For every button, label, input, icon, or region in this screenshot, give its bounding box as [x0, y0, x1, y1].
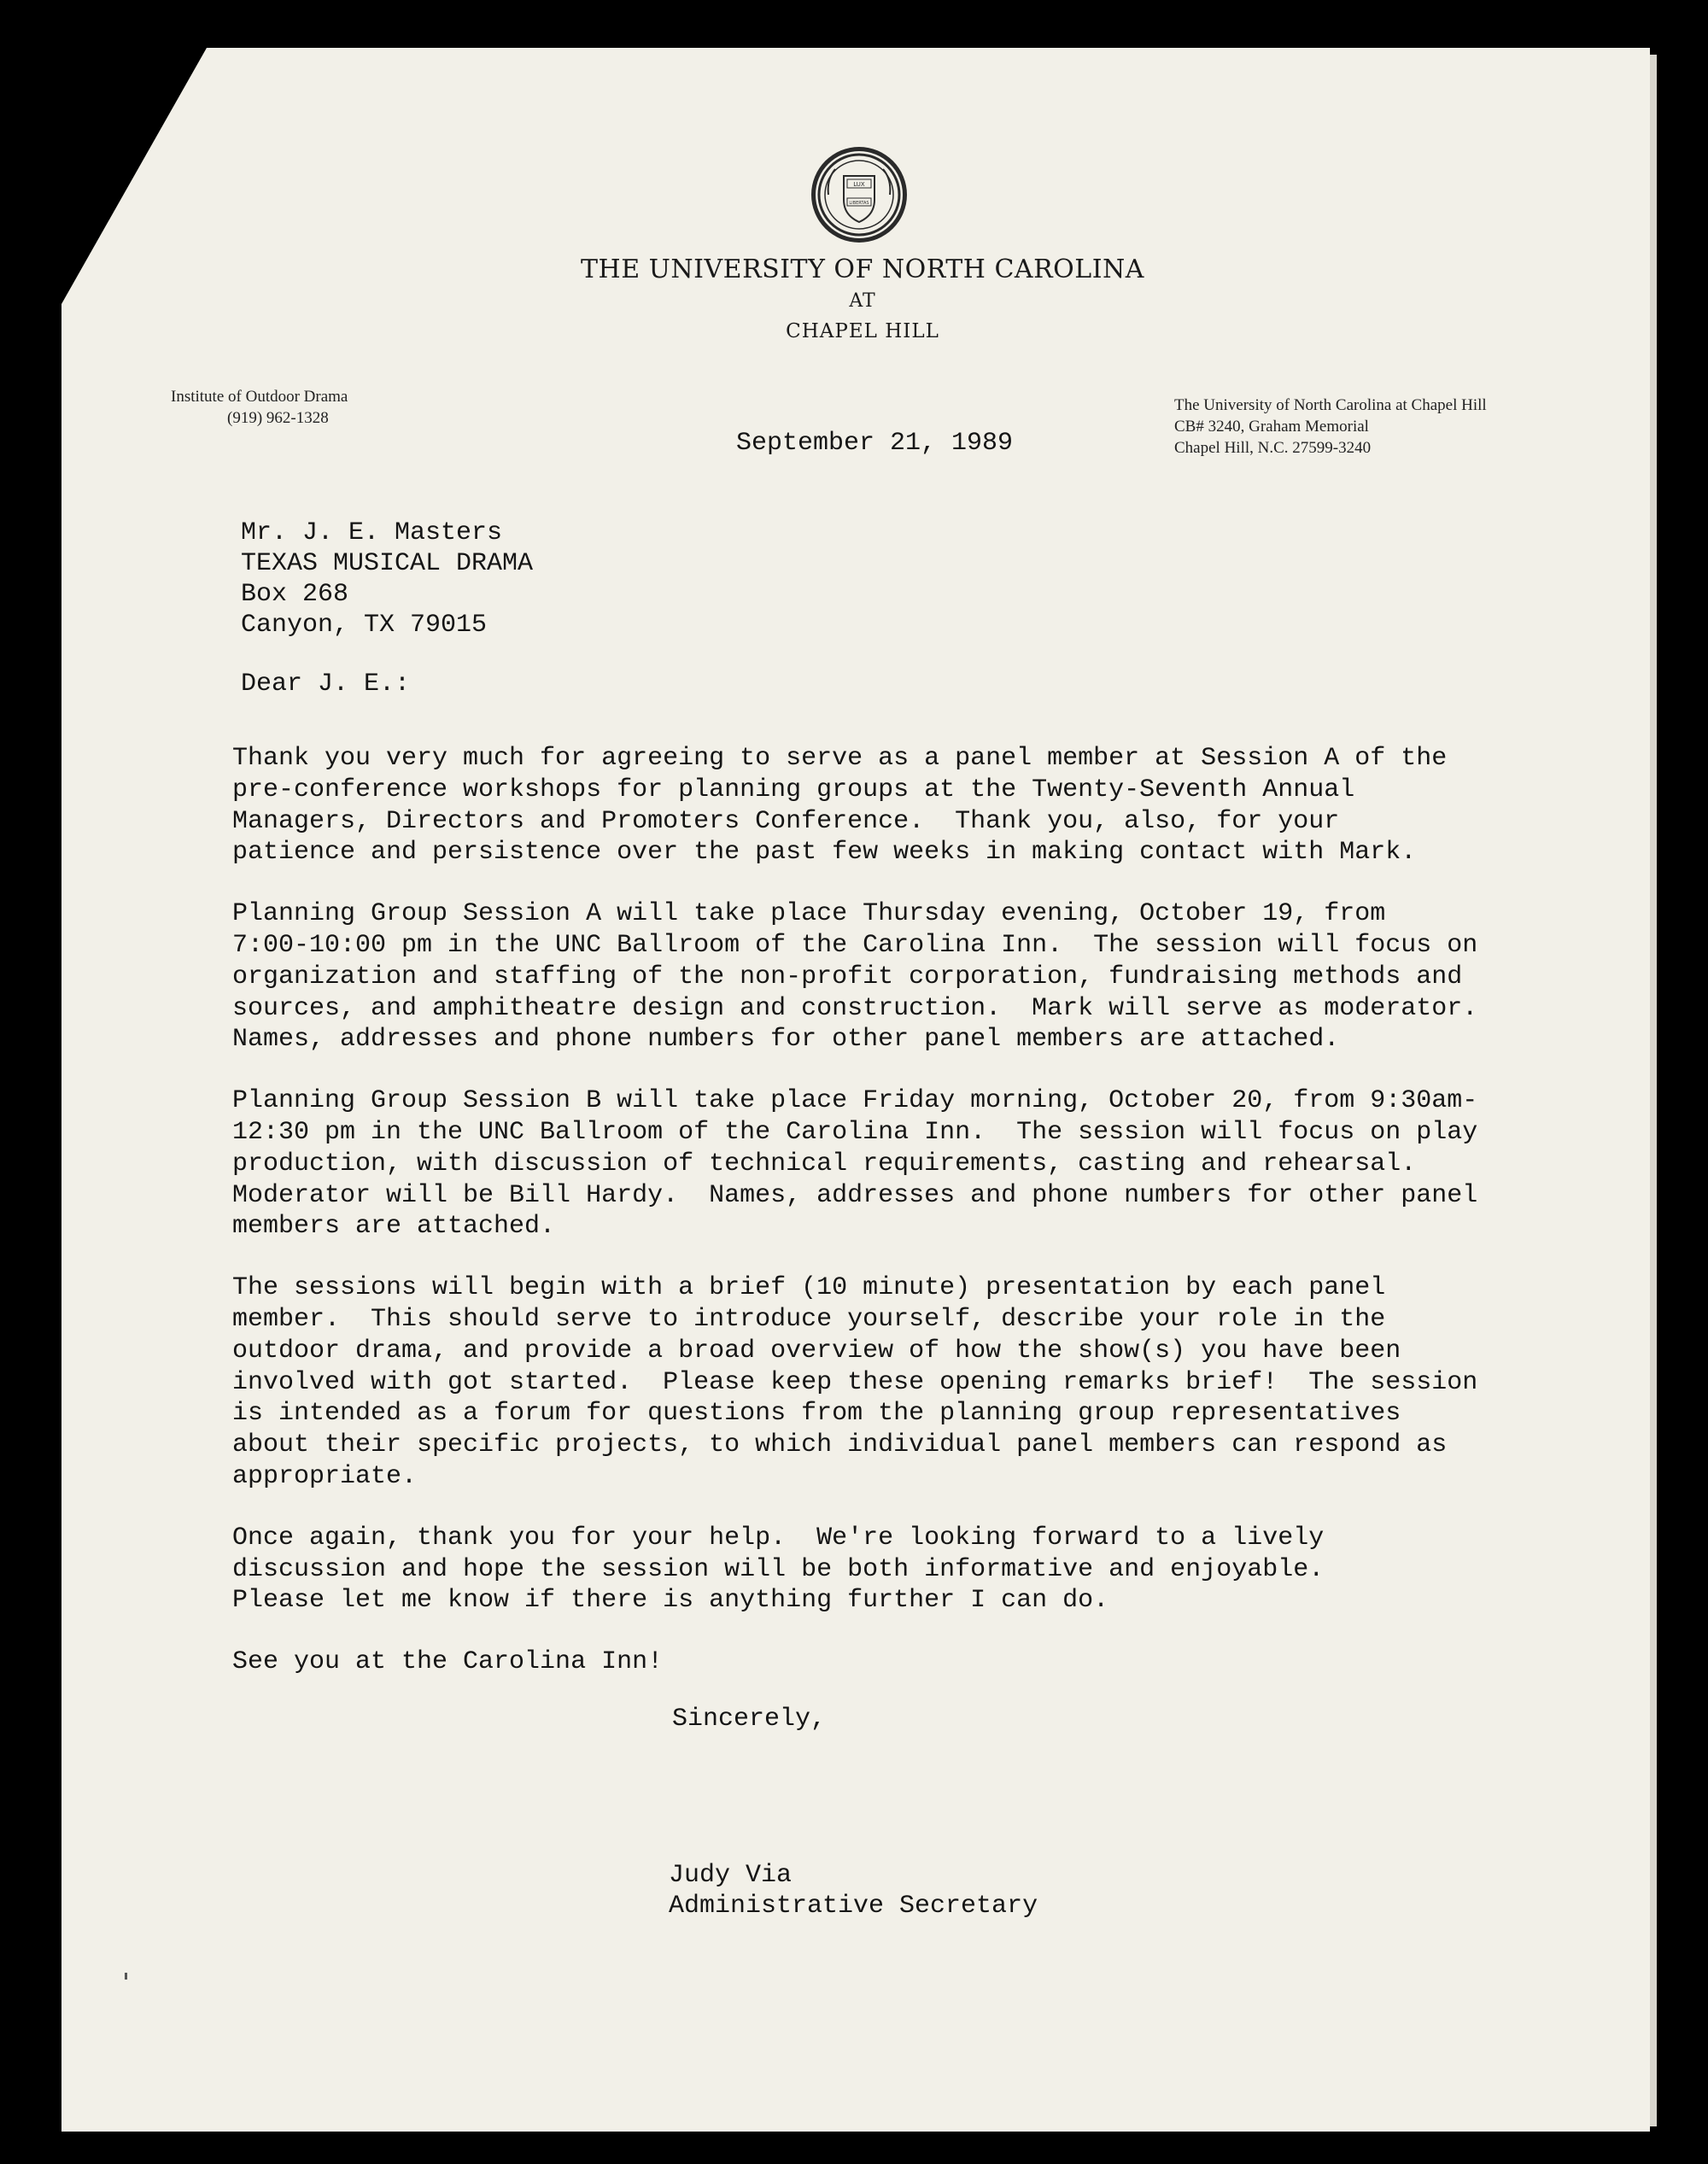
university-seal	[810, 145, 909, 244]
signer-name: Judy Via	[669, 1861, 793, 1890]
recipient-name: Mr. J. E. Masters	[241, 518, 503, 547]
paper-mark	[125, 1973, 127, 1980]
seal-text-bottom: LIBERTAS	[849, 201, 869, 206]
university-at: AT	[849, 290, 876, 312]
recipient-city: Canyon, TX 79015	[241, 611, 488, 640]
paragraph-5: Once again, thank you for your help. We're looking forward to a lively discussion and hope the session will be both informative and enjoyable. Please let me know if there is anything further I can do.	[232, 1523, 1325, 1616]
address-line-3: Chapel Hill, N.C. 27599-3240	[1174, 439, 1372, 457]
recipient-organization: TEXAS MUSICAL DRAMA	[241, 549, 534, 578]
address-line-1: The University of North Carolina at Chapel Hill	[1174, 396, 1487, 414]
paragraph-1: Thank you very much for agreeing to serve as a panel member at Session A of the pre-conference workshops for planning groups at the Twenty-Seventh Annual Managers, Directors and Promoters Conference. Thank you, also, for your patience and persistence over the past few weeks in making contact with Mark.	[232, 744, 1448, 868]
department-name: Institute of Outdoor Drama	[171, 388, 348, 406]
letter-body	[232, 743, 1496, 1708]
closing: Sincerely,	[672, 1705, 827, 1734]
address-line-2: CB# 3240, Graham Memorial	[1174, 418, 1369, 436]
paragraph-4: The sessions will begin with a brief (10 minute) presentation by each panel member. This should serve to introduce yourself, describe your role in the outdoor drama, and provide a broad overview of how the show(s) you have been involved with got started. Please keep these opening remarks brief! The session is intended as a forum for questions from the planning group representatives about their specific projects, to which individual panel members can respond as appropriate.	[232, 1273, 1478, 1491]
salutation: Dear J. E.:	[241, 670, 411, 699]
department-phone: (919) 962-1328	[227, 409, 329, 427]
university-name: THE UNIVERSITY OF NORTH CAROLINA	[581, 254, 1144, 284]
university-campus: CHAPEL HILL	[786, 320, 939, 342]
department-block	[171, 386, 410, 429]
recipient-box: Box 268	[241, 580, 349, 609]
paragraph-3: Planning Group Session B will take place Friday morning, October 20, from 9:30am- 12:30 pm in the UNC Ballroom of the Carolina Inn. The session will focus on play production, with discussion of technical requirements, casting and rehearsal. Moderator will be Bill Hardy. Names, addresses and phone numbers for other panel members are attached.	[232, 1086, 1478, 1242]
signer-title: Administrative Secretary	[669, 1892, 1038, 1921]
seal-text-top: LUX	[853, 181, 865, 188]
letter-date: September 21, 1989	[736, 429, 1014, 458]
signer-block	[669, 1860, 1038, 1921]
mailing-address	[1174, 395, 1652, 459]
recipient-block	[241, 518, 533, 640]
paragraph-6: See you at the Carolina Inn!	[232, 1647, 664, 1677]
paragraph-2: Planning Group Session A will take place Thursday evening, October 19, from 7:00-10:00 pm in the UNC Ballroom of the Carolina Inn. The session will focus on organization and staffing of the non-profit corporation, fundraising methods and sources, and amphitheatre design and construction. Mark will serve as moderator. Names, addresses and phone numbers for other panel members are attached.	[232, 899, 1478, 1055]
